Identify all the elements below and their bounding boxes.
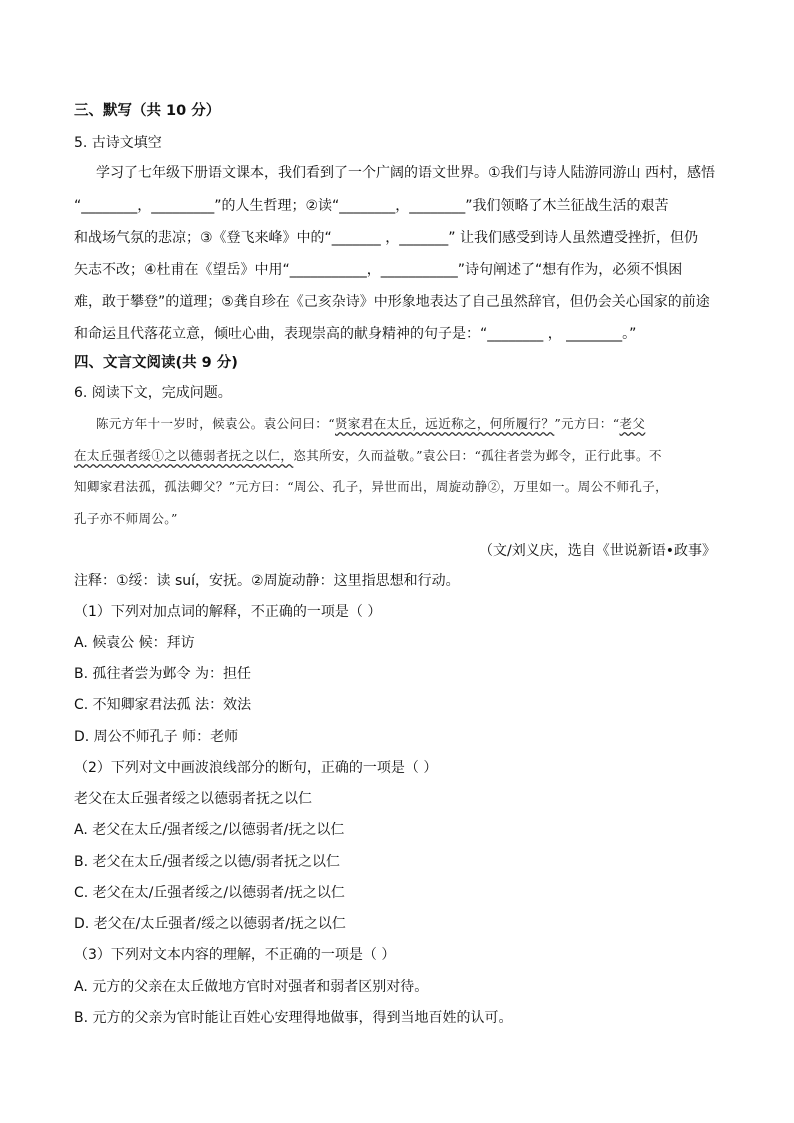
q5-text-line-4: 矢志不改；④杜甫在《望岳》中用“___________，___________”诗句阐述了“想有作为，必须不惧困 bbox=[74, 262, 683, 278]
passage-wavy-text: 贤家君在太丘，远近称之，何所履行？ bbox=[335, 416, 555, 431]
q5-text-line-3: 和战场气氛的悲凉；③《登飞来峰》中的“_______ ，_______” 让我们感受到诗人虽然遭受挫折，但仍 bbox=[74, 230, 698, 246]
subquestion-3-option-b: B. 元方的父亲为官时能让百姓心安理得地做事，得到当地百姓的认可。 bbox=[74, 1010, 513, 1026]
subquestion-1-option-d: D. 周公不师孔子 师：老师 bbox=[74, 729, 239, 745]
subquestion-2-stem: （2）下列对文中画波浪线部分的断句，正确的一项是（ ） bbox=[74, 760, 438, 776]
passage-text: 恣其所安，久而益敬。”袁公曰：“孤往者尝为邺令，正行此事。不 bbox=[293, 448, 662, 463]
passage-source: （文/刘义庆，选自《世说新语•政事》 bbox=[479, 543, 716, 559]
subquestion-1-option-c: C. 不知卿家君法孤 法：效法 bbox=[74, 697, 252, 713]
q5-text-line-2: “________，_________”的人生哲理；②读“________，________”我们领略了木兰征战生活的艰苦 bbox=[74, 198, 669, 214]
passage-line-4: 孔子亦不师周公。” bbox=[74, 511, 178, 526]
subquestion-2-option-a: A. 老父在太丘/强者绥之/以德弱者/抚之以仁 bbox=[74, 822, 345, 838]
subquestion-2-option-d: D. 老父在/太丘强者/绥之以德弱者/抚之以仁 bbox=[74, 916, 346, 932]
passage-wavy-text: 在太丘强者绥①之以德弱者抚之以仁， bbox=[74, 448, 294, 463]
q5-text-line-1: 学习了七年级下册语文课本，我们看到了一个广阔的语文世界。①我们与诗人陆游同游山 西村，感悟 bbox=[96, 165, 715, 181]
subquestion-2-option-b: B. 老父在太丘/强者绥之以德/弱者抚之以仁 bbox=[74, 854, 340, 870]
q5-text-line-5: 难，敢于攀登”的道理；⑤龚自珍在《己亥杂诗》中形象地表达了自己虽然辞官，但仍会关心国家的前途 bbox=[74, 294, 710, 310]
subquestion-3-stem: （3）下列对文本内容的理解，不正确的一项是（ ） bbox=[74, 947, 396, 963]
subquestion-2-sentence: 老父在太丘强者绥之以德弱者抚之以仁 bbox=[74, 791, 312, 807]
subquestion-3-option-a: A. 元方的父亲在太丘做地方官时对强者和弱者区别对待。 bbox=[74, 979, 429, 995]
q5-text-line-6: 和命运且代落花立意，倾吐心曲，表现崇高的献身精神的句子是：“________ ， ________。” bbox=[74, 326, 637, 342]
section-title-classical-reading: 四、文言文阅读(共 9 分) bbox=[74, 355, 238, 371]
passage-line-2 bbox=[74, 446, 662, 466]
passage-line-3: 知卿家君法孤，孤法卿父？”元方曰：“周公、孔子，异世而出，周旋动静②，万里如一。周公不师孔子， bbox=[74, 479, 669, 494]
question-5-label: 5. 古诗文填空 bbox=[74, 135, 162, 151]
subquestion-2-option-c: C. 老父在太/丘强者绥之/以德弱者/抚之以仁 bbox=[74, 885, 345, 901]
passage-wavy-text: 老父 bbox=[619, 416, 646, 431]
question-6-label: 6. 阅读下文，完成问题。 bbox=[74, 385, 232, 401]
passage-line-1 bbox=[96, 414, 645, 434]
subquestion-1-option-a: A. 候袁公 候：拜访 bbox=[74, 635, 195, 651]
section-title-dictation: 三、默写（共 10 分） bbox=[74, 103, 221, 119]
passage-text: ”元方曰：“ bbox=[554, 416, 620, 431]
subquestion-1-stem: （1）下列对加点词的解释，不正确的一项是（ ） bbox=[74, 604, 382, 620]
subquestion-1-option-b: B. 孤往者尝为邺令 为：担任 bbox=[74, 666, 251, 682]
passage-notes: 注释：①绥：读 suí，安抚。②周旋动静：这里指思想和行动。 bbox=[74, 573, 460, 589]
passage-text: 陈元方年十一岁时，候袁公。袁公问曰：“ bbox=[96, 416, 335, 431]
